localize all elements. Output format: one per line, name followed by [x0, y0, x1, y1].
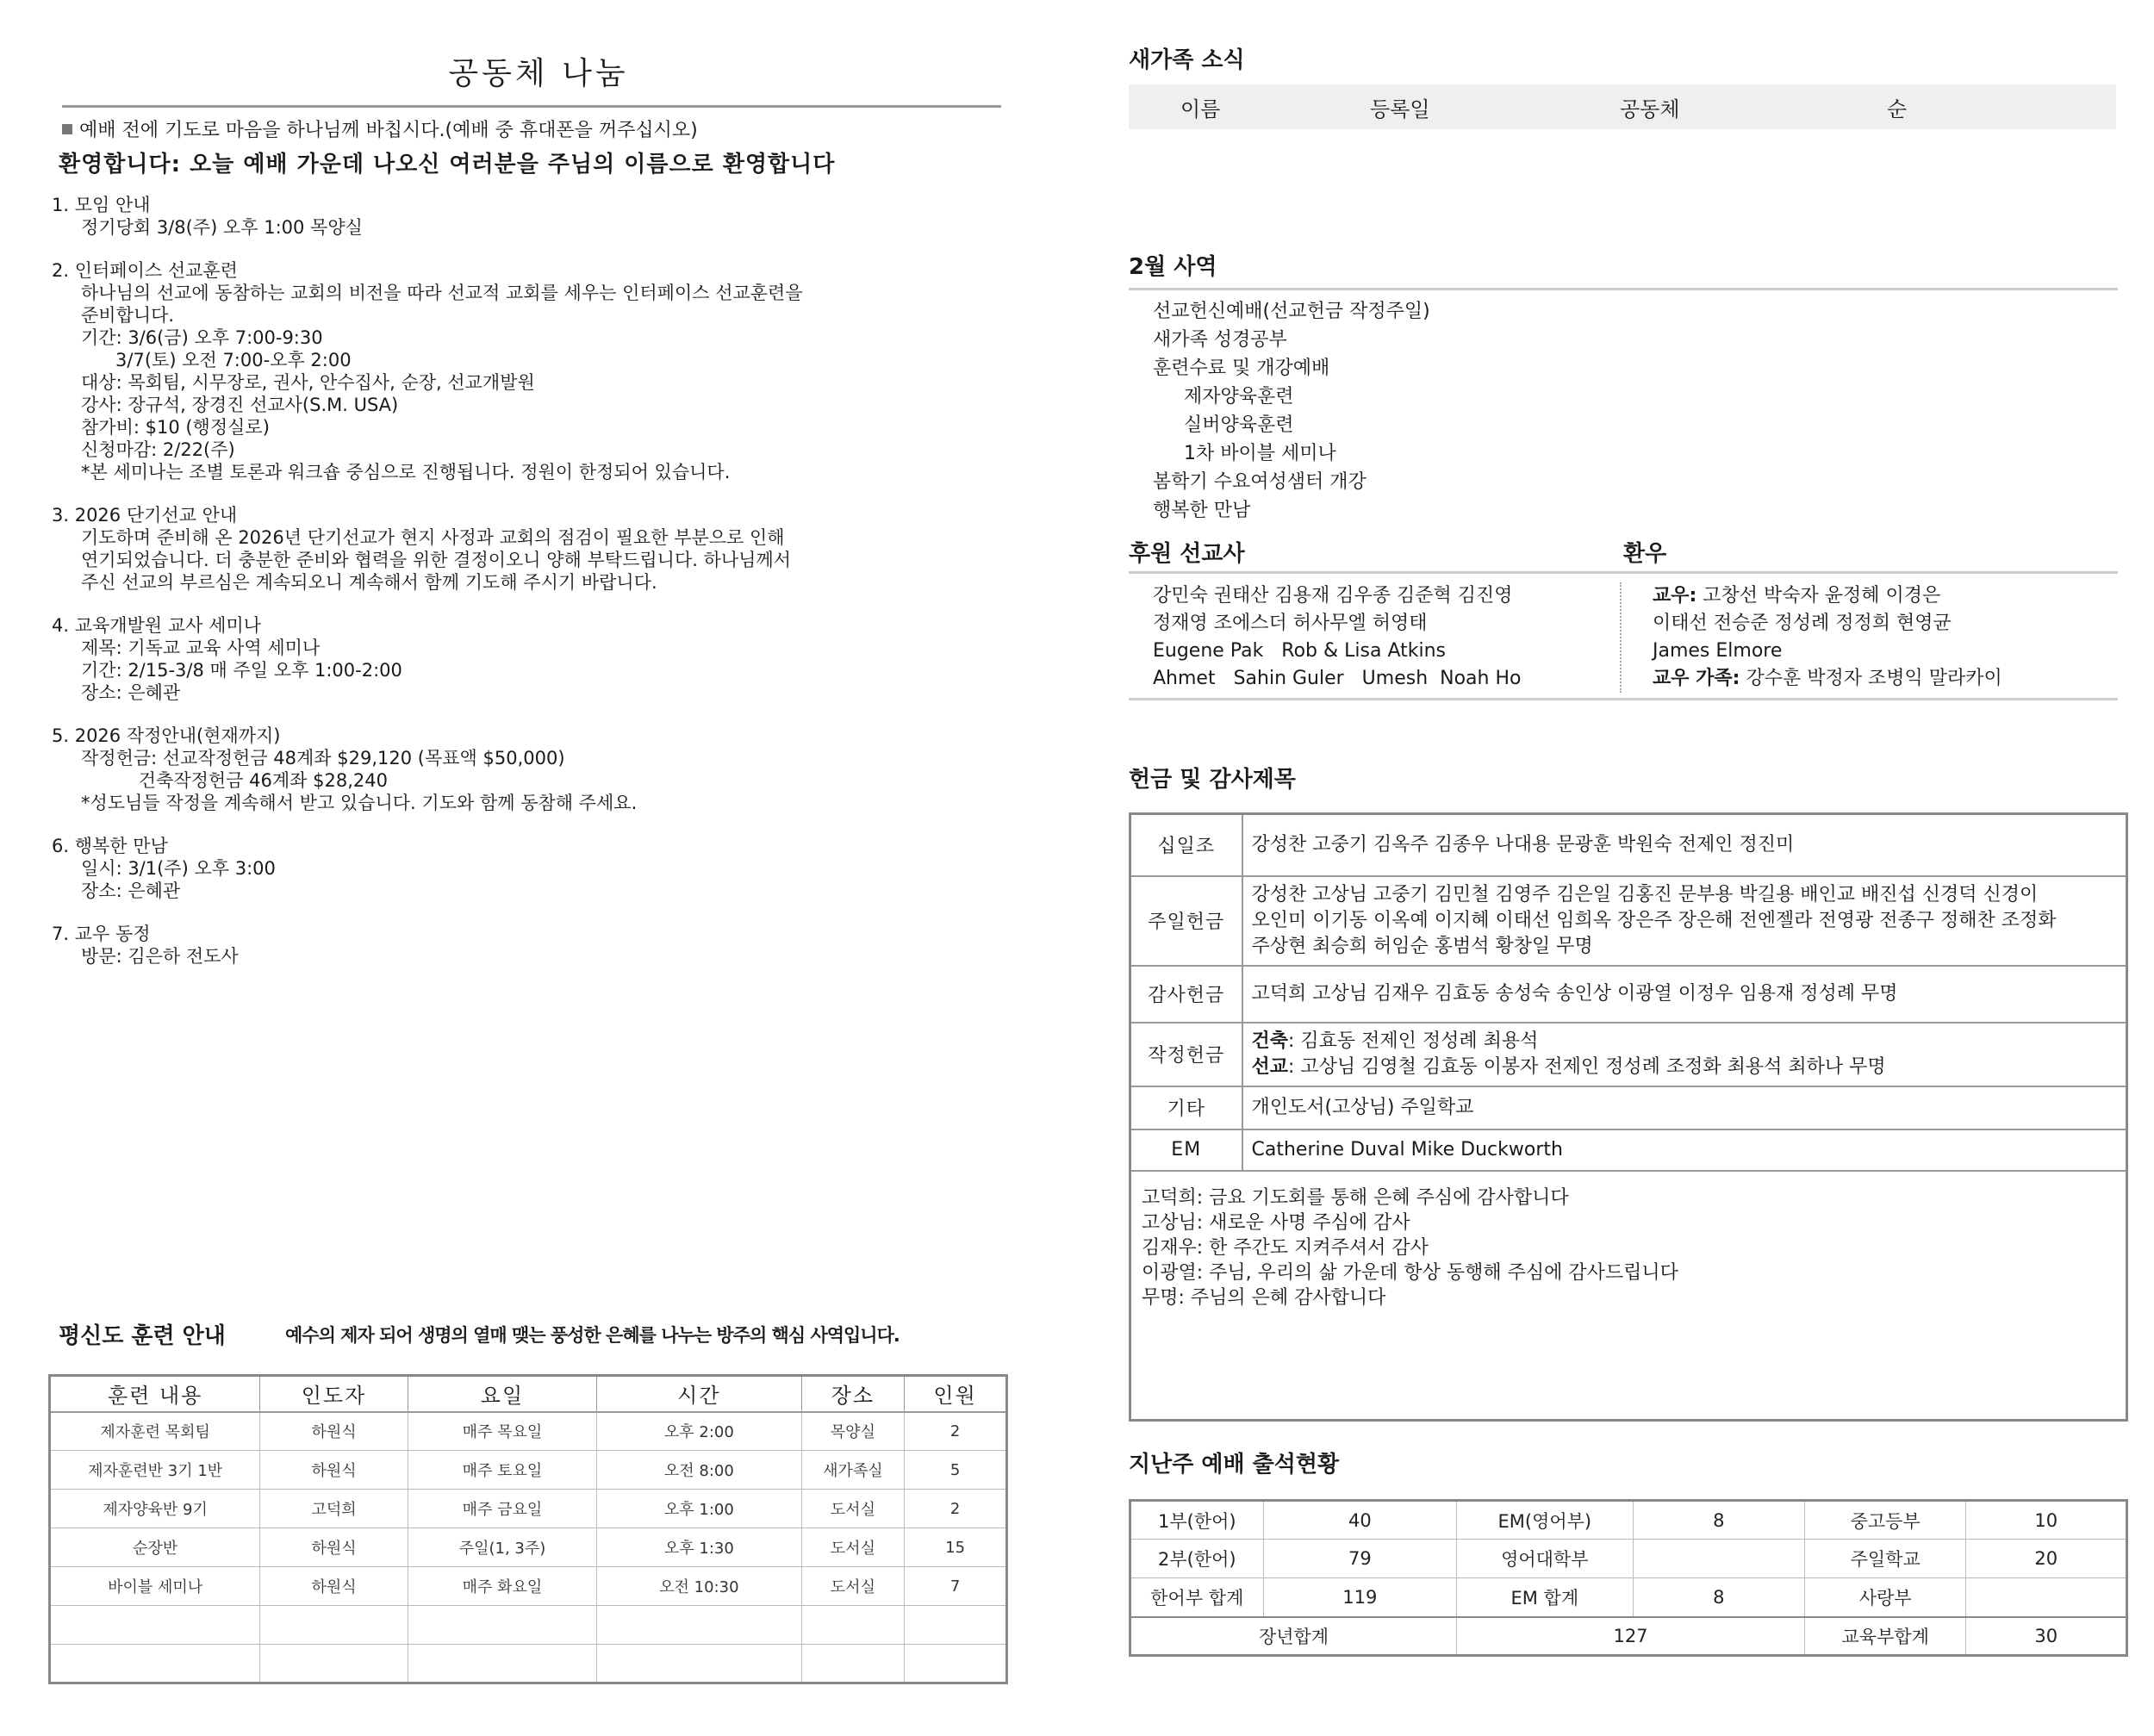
announcement-line: 하나님의 선교에 동참하는 교회의 비전을 따라 선교적 교회를 세우는 인터페이스 선교훈련을: [81, 283, 803, 303]
welcome-message: 환영합니다: 오늘 예배 가운데 나오신 여러분을 주님의 이름으로 환영합니다: [59, 152, 836, 177]
missionary-line: 정재영 조에스더 허사무엘 허영태: [1153, 613, 1428, 634]
training-cell: [50, 1606, 260, 1645]
announcement-line: 건축작정헌금 46계좌 $28,240: [81, 770, 388, 791]
announcement-title: 1. 모임 안내: [52, 195, 151, 215]
training-cell: [597, 1645, 801, 1683]
training-cell: [597, 1606, 801, 1645]
newfamily-col-name: 이름: [1180, 96, 1221, 121]
feb-ministry-item: 새가족 성경공부: [1153, 329, 1287, 351]
attendance-cell: 8: [1633, 1501, 1804, 1540]
training-cell: 제자양육반 9기: [50, 1490, 260, 1528]
attendance-total-label: 장년합계: [1130, 1617, 1457, 1656]
offering-pledge-line: [1252, 1055, 2118, 1080]
announcement-line: 제목: 기독교 교육 사역 세미나: [81, 638, 321, 658]
offering-names: [1242, 1129, 2127, 1171]
training-cell: 하원식: [260, 1528, 408, 1567]
feb-ministry-divider: [1129, 288, 2118, 290]
announcement-title: 2. 인터페이스 선교훈련: [52, 260, 238, 281]
training-cell: 오후 2:00: [597, 1412, 801, 1451]
announcement-line: 준비합니다.: [81, 305, 175, 326]
sick-line-names: James Elmore: [1653, 640, 1783, 662]
offering-names: [1242, 814, 2127, 876]
attendance-cell: 8: [1633, 1578, 1804, 1617]
training-cell: [905, 1645, 1007, 1683]
offering-category: 작정헌금: [1130, 1023, 1242, 1086]
offering-name-line: 강성찬 고상님 고중기 김민철 김영주 김은일 김홍진 문부용 박길용 배인교 배진섭 신경덕 신경이: [1251, 883, 2039, 905]
offering-category: 기타: [1130, 1086, 1242, 1129]
attendance-edu-label: 교육부합계: [1804, 1617, 1965, 1656]
offering-pledge-names: : 김효동 전제인 정성례 최용석: [1288, 1030, 1539, 1052]
attendance-cell: 중고등부: [1804, 1501, 1965, 1540]
feb-ministry-item: 선교헌신예배(선교헌금 작정주일): [1153, 301, 1430, 322]
training-cell: 새가족실: [801, 1451, 905, 1490]
training-cell: 오후 1:30: [597, 1528, 801, 1567]
announcement-title: 7. 교우 동정: [52, 924, 151, 944]
announcement-line: 방문: 김은하 전도사: [81, 946, 239, 967]
announcement-item: [52, 923, 1017, 968]
offering-name-line: 오인미 이기동 이옥예 이지혜 이태선 임희옥 장은주 장은해 전엔젤라 전영광 전종구 정해찬 조정화: [1251, 909, 2057, 931]
attendance-cell: 10: [1966, 1501, 2127, 1540]
feb-ministry-item: 봄학기 수요여성샘터 개강: [1153, 471, 1366, 493]
announcement-item: [52, 725, 1017, 814]
newfamily-header: [1129, 84, 2116, 129]
left-column: [52, 52, 1017, 1714]
sick-line-label: 교우 가족:: [1653, 668, 1740, 689]
training-cell: [905, 1606, 1007, 1645]
announcement-line: 강사: 장규석, 장경진 선교사(S.M. USA): [81, 395, 399, 415]
missionary-line: Ahmet Sahin Guler Umesh Noah Ho: [1153, 668, 1522, 689]
training-cell: 도서실: [801, 1528, 905, 1567]
newfamily-title: 새가족 소식: [1129, 47, 1245, 73]
attendance-row: [1130, 1501, 2127, 1540]
attendance-row: [1130, 1540, 2127, 1578]
offering-pledge-type: 선교: [1251, 1055, 1289, 1078]
offering-pledge-type: 건축: [1251, 1030, 1289, 1052]
offering-row: [1130, 1129, 2127, 1171]
offering-row: [1130, 966, 2127, 1023]
announcement-line: *성도님들 작정을 계속해서 받고 있습니다. 기도와 함께 동참해 주세요.: [81, 793, 638, 813]
announcement-line: 참가비: $10 (행정실로): [81, 417, 270, 438]
announcement-line: 기도하며 준비해 온 2026년 단기선교가 현지 사정과 교회의 점검이 필요한 부분으로 인해: [81, 527, 785, 548]
sick-line-label: 교우:: [1653, 585, 1697, 607]
offering-category: 감사헌금: [1130, 966, 1242, 1023]
announcement-line: 장소: 은혜관: [81, 682, 181, 703]
offering-category: EM: [1130, 1129, 1242, 1171]
training-cell: 매주 화요일: [408, 1567, 596, 1606]
training-cell: 순장반: [50, 1528, 260, 1567]
announcement-item: [52, 259, 1017, 483]
feb-ministry-item: 1차 바이블 세미나: [1184, 443, 1336, 464]
announcement-line: 대상: 목회팀, 시무장로, 권사, 안수집사, 순장, 선교개발원: [81, 372, 535, 393]
worship-notice: [62, 116, 1017, 146]
page-title: 공동체 나눔: [448, 56, 629, 91]
training-header: [59, 1318, 1024, 1361]
training-row: [50, 1490, 1007, 1528]
training-column-header: 인원: [905, 1376, 1007, 1412]
offering-title: 헌금 및 감사제목: [1129, 767, 1296, 793]
title-divider: [62, 105, 1001, 108]
newfamily-col-community: 공동체: [1620, 96, 1680, 121]
training-cell: 목양실: [801, 1412, 905, 1451]
training-cell: 7: [905, 1567, 1007, 1606]
attendance-cell: 사랑부: [1804, 1578, 1965, 1617]
training-cell: 15: [905, 1528, 1007, 1567]
training-cell: 도서실: [801, 1567, 905, 1606]
training-column-header: 장소: [801, 1376, 905, 1412]
right-column: [1129, 43, 2128, 1723]
newfamily-col-date: 등록일: [1370, 96, 1430, 121]
training-cell: [260, 1645, 408, 1683]
announcement-item: [52, 835, 1017, 902]
announcement-title: 4. 교육개발원 교사 세미나: [52, 615, 261, 636]
support-header: [1129, 537, 2118, 571]
training-cell: 오후 1:00: [597, 1490, 801, 1528]
attendance-cell: EM(영어부): [1457, 1501, 1634, 1540]
offering-names: [1242, 1023, 2127, 1086]
training-cell: [801, 1645, 905, 1683]
attendance-row: [1130, 1578, 2127, 1617]
training-row: [50, 1451, 1007, 1490]
attendance-cell: 79: [1263, 1540, 1456, 1578]
offering-name-line: 개인도서(고상님) 주일학교: [1251, 1096, 1474, 1118]
announcement-line: 기간: 2/15-3/8 매 주일 오후 1:00-2:00: [81, 660, 402, 681]
attendance-cell: 한어부 합계: [1130, 1578, 1264, 1617]
training-cell: 매주 목요일: [408, 1412, 596, 1451]
feb-ministry-item: 훈련수료 및 개강예배: [1153, 358, 1330, 379]
offering-row: [1130, 1023, 2127, 1086]
training-column-header: 시간: [597, 1376, 801, 1412]
attendance-cell: [1966, 1578, 2127, 1617]
missionary-line: Eugene Pak Rob & Lisa Atkins: [1153, 640, 1447, 662]
sick-line-names: 고창선 박숙자 윤정혜 이경은: [1696, 585, 1941, 607]
feb-ministry-list: [1129, 297, 2128, 525]
announcement-line: 정기당회 3/8(주) 오후 1:00 목양실: [81, 217, 363, 238]
attendance-total-row: [1130, 1617, 2127, 1656]
attendance-cell: 1부(한어): [1130, 1501, 1264, 1540]
thanks-box: [1130, 1171, 2127, 1421]
announcement-item: [52, 614, 1017, 704]
offering-names: [1242, 966, 2127, 1023]
sick-title: 환우: [1623, 541, 1667, 567]
training-cell: 오전 10:30: [597, 1567, 801, 1606]
training-cell: [50, 1645, 260, 1683]
attendance-cell: 2부(한어): [1130, 1540, 1264, 1578]
feb-ministry-item: 제자양육훈련: [1184, 386, 1294, 408]
offering-name-line: 강성찬 고중기 김옥주 김종우 나대용 문광훈 박원숙 전제인 정진미: [1251, 833, 1795, 856]
training-row: [50, 1606, 1007, 1645]
attendance-cell: EM 합계: [1457, 1578, 1634, 1617]
offering-row: [1130, 814, 2127, 876]
attendance-edu-value: 30: [1966, 1617, 2127, 1656]
thanks-line: 김재우: 한 주간도 지켜주셔서 감사: [1142, 1236, 1429, 1259]
announcement-line: 작정헌금: 선교작정헌금 48계좌 $29,120 (목표액 $50,000): [81, 748, 565, 768]
training-row: [50, 1528, 1007, 1567]
training-table-header: [50, 1376, 1007, 1412]
training-row: [50, 1645, 1007, 1683]
training-cell: 하원식: [260, 1567, 408, 1606]
offering-table: [1129, 812, 2128, 1422]
feb-ministry-item: 행복한 만남: [1153, 500, 1251, 521]
training-cell: 5: [905, 1451, 1007, 1490]
training-cell: 도서실: [801, 1490, 905, 1528]
training-cell: 바이블 세미나: [50, 1567, 260, 1606]
square-bullet-icon: [62, 124, 72, 134]
missionary-line: 강민숙 권태산 김용재 김우종 김준혁 김진영: [1153, 585, 1513, 607]
training-row: [50, 1412, 1007, 1451]
announcement-item: [52, 194, 1017, 239]
training-cell: 매주 금요일: [408, 1490, 596, 1528]
offering-category: 주일헌금: [1130, 876, 1242, 966]
offering-row: [1130, 1086, 2127, 1129]
thanks-row: [1130, 1171, 2127, 1421]
thanks-line: 고상님: 새로운 사명 주심에 감사: [1142, 1211, 1410, 1234]
offering-category: 십일조: [1130, 814, 1242, 876]
training-cell: [260, 1606, 408, 1645]
training-cell: 2: [905, 1412, 1007, 1451]
feb-ministry-title: 2월 사역: [1129, 254, 1217, 280]
announcement-title: 3. 2026 단기선교 안내: [52, 505, 238, 526]
announcement-line: 기간: 3/6(금) 오후 7:00-9:30: [81, 327, 323, 348]
announcement-line: 장소: 은혜관: [81, 880, 181, 901]
thanks-line: 무명: 주님의 은혜 감사합니다: [1142, 1286, 1386, 1309]
sick-line-names: 강수훈 박정자 조병익 말라카이: [1740, 668, 2002, 689]
attendance-table: [1129, 1499, 2128, 1657]
offering-name-line: 고덕희 고상님 김재우 김효동 송성숙 송인상 이광열 이정우 임용재 정성례 무명: [1251, 982, 1898, 1005]
attendance-cell: [1633, 1540, 1804, 1578]
training-column-header: 요일: [408, 1376, 596, 1412]
training-row: [50, 1567, 1007, 1606]
attendance-cell: 주일학교: [1804, 1540, 1965, 1578]
sick-list: [1620, 582, 2118, 693]
sick-line: [1653, 638, 2118, 665]
training-cell: 하원식: [260, 1412, 408, 1451]
offering-name-line: 주상현 최승희 허임순 홍범석 황창일 무명: [1251, 935, 1593, 957]
announcement-title: 5. 2026 작정안내(현재까지): [52, 725, 281, 746]
offering-row: [1130, 876, 2127, 966]
training-column-header: 훈련 내용: [50, 1376, 260, 1412]
thanks-line: 이광열: 주님, 우리의 삶 가운데 항상 동행해 주심에 감사드립니다: [1142, 1261, 1678, 1284]
attendance-cell: 20: [1966, 1540, 2127, 1578]
training-subtitle: 예수의 제자 되어 생명의 열매 맺는 풍성한 은혜를 나누는 방주의 핵심 사역입니다.: [285, 1324, 900, 1346]
announcement-line: 연기되었습니다. 더 충분한 준비와 협력을 위한 결정이오니 양해 부탁드립니다. 하나님께서: [81, 550, 792, 570]
sick-line: [1653, 582, 2118, 610]
training-cell: [801, 1606, 905, 1645]
offering-names: [1242, 876, 2127, 966]
announcement-line: 신청마감: 2/22(주): [81, 439, 235, 460]
support-box: [1129, 571, 2118, 700]
training-cell: 매주 토요일: [408, 1451, 596, 1490]
offering-pledge-line: [1252, 1029, 2118, 1055]
announcement-title: 6. 행복한 만남: [52, 836, 168, 856]
attendance-cell: 119: [1263, 1578, 1456, 1617]
offering-names: [1242, 1086, 2127, 1129]
training-cell: 제자훈련반 3기 1반: [50, 1451, 260, 1490]
feb-ministry-item: 실버양육훈련: [1184, 414, 1294, 436]
missionaries-list: [1129, 582, 1620, 693]
sick-line: [1653, 665, 2118, 693]
worship-notice-text: 예배 전에 기도로 마음을 하나님께 바칩시다.(예배 중 휴대폰을 꺼주십시오): [79, 120, 698, 141]
training-table: [48, 1374, 1008, 1684]
sick-line-names: 이태선 전승준 정성례 정정희 현영균: [1653, 613, 1952, 634]
training-cell: 고덕희: [260, 1490, 408, 1528]
training-cell: [408, 1606, 596, 1645]
offering-name-line: Catherine Duval Mike Duckworth: [1251, 1138, 1563, 1160]
announcement-item: [52, 504, 1017, 594]
training-title: 평신도 훈련 안내: [59, 1323, 226, 1349]
training-cell: 제자훈련 목회팀: [50, 1412, 260, 1451]
training-cell: 2: [905, 1490, 1007, 1528]
attendance-cell: 40: [1263, 1501, 1456, 1540]
missionaries-title: 후원 선교사: [1129, 541, 1245, 567]
training-column-header: 인도자: [260, 1376, 408, 1412]
announcement-line: 주신 선교의 부르심은 계속되오니 계속해서 함께 기도해 주시기 바랍니다.: [81, 572, 657, 593]
announcement-line: 3/7(토) 오전 7:00-오후 2:00: [81, 350, 352, 370]
thanks-line: 고덕희: 금요 기도회를 통해 은혜 주심에 감사합니다: [1142, 1186, 1569, 1209]
sick-line: [1653, 610, 2118, 638]
newfamily-col-group: 순: [1887, 96, 1908, 121]
announcement-line: *본 세미나는 조별 토론과 워크숍 중심으로 진행됩니다. 정원이 한정되어 있습니다.: [81, 462, 731, 482]
offering-pledge-names: : 고상님 김영철 김효동 이봉자 전제인 정성례 조정화 최용석 최하나 무명: [1288, 1055, 1886, 1078]
training-cell: [408, 1645, 596, 1683]
training-cell: 오전 8:00: [597, 1451, 801, 1490]
attendance-total-value: 127: [1457, 1617, 1805, 1656]
announcement-line: 일시: 3/1(주) 오후 3:00: [81, 858, 276, 879]
training-cell: 하원식: [260, 1451, 408, 1490]
announcement-list: [52, 194, 1017, 968]
training-cell: 주일(1, 3주): [408, 1528, 596, 1567]
attendance-cell: 영어대학부: [1457, 1540, 1634, 1578]
attendance-title: 지난주 예배 출석현황: [1129, 1452, 1340, 1478]
